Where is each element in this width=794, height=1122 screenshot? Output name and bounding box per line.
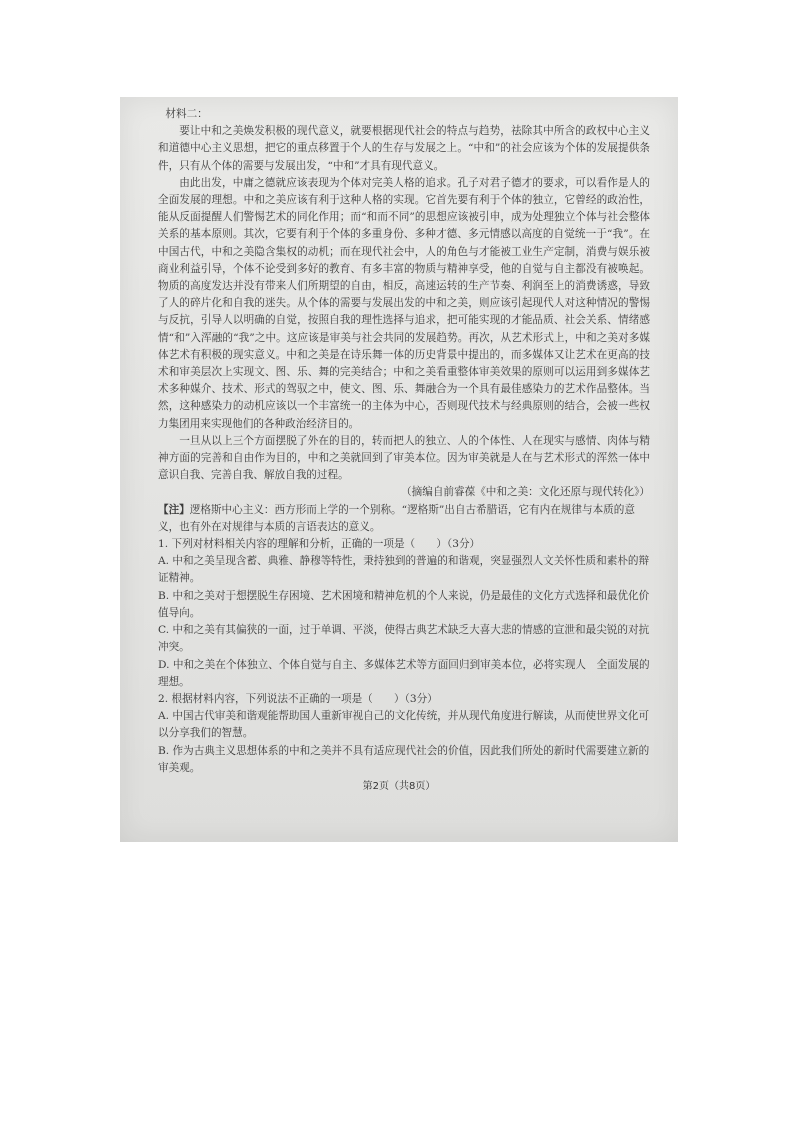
question-2-stem: 2. 根据材料内容，下列说法不正确的一项是（ ）（3分） <box>158 692 438 705</box>
question-1-option-d: D. 中和之美在个体独立、个体自觉与自主、多媒体艺术等方面回归到审美本位，必将实现人 全面发展的理想。 <box>158 658 650 688</box>
question-2-option-b: B. 作为古典主义思想体系的中和之美并不具有适应现代社会的价值，因此我们所处的新时代需要建立新的审美观。 <box>158 744 650 774</box>
source-citation: （摘编自前睿葆《中和之美：文化还原与现代转化》） <box>401 486 650 499</box>
question-1-option-c: C. 中和之美有其偏狭的一面，过于单调、平淡，使得古典艺术缺乏大喜大悲的情感的宣泄和最尖锐的对抗冲突。 <box>158 624 650 654</box>
material-heading: 材料二： <box>165 108 208 120</box>
note-label: 【注】 <box>158 503 190 516</box>
paragraph-1: 要让中和之美焕发积极的现代意义，就要根据现代社会的特点与趋势，祛除其中所含的政权中心主义和道德中心主义思想，把它的重点移置于个人的生存与发展之上。“中和”的社会应该为个体的发展提供条件，只有从个体的需要与发展出发，“中和”才具有现代意义。 <box>158 125 650 172</box>
page-number-footer: 第2页（共8页） <box>362 781 436 792</box>
question-1-stem: 1. 下列对材料相关内容的理解和分析，正确的一项是（ ）（3分） <box>158 538 481 551</box>
scanned-exam-page <box>120 97 678 842</box>
question-1-option-b: B. 中和之美对于想摆脱生存困境、艺术困境和精神危机的个人来说，仍是最佳的文化方式选择和最优化价值导向。 <box>158 589 650 619</box>
note-text: 逻格斯中心主义：西方形而上学的一个别称。“逻格斯”出自古希腊语，它有内在规律与本质的意义，也有外在对规律与本质的言语表达的意义。 <box>158 503 635 533</box>
page-content <box>158 106 650 777</box>
annotation-note <box>158 502 650 536</box>
paragraph-3: 一旦从以上三个方面摆脱了外在的目的，转而把人的独立、人的个体性、人在现实与感情、肉体与精神方面的完善和自由作为目的，中和之美就回到了审美本位。因为审美就是人在与艺术形式的浑然一体中意识自我、完善自我、解放自我的过程。 <box>158 434 650 482</box>
question-1-option-a: A. 中和之美呈现含蓄、典雅、静穆等特性，秉持独到的普遍的和谐观，突显强烈人文关怀性质和素朴的辩证精神。 <box>158 555 650 585</box>
paragraph-2: 由此出发，中庸之德就应该表现为个体对完美人格的追求。孔子对君子德才的要求，可以看作是人的全面发展的理想。中和之美应该有利于这种人格的实现。它首先要有利于个体的独立，它曾经的政治性，能从反面提醒人们警惕艺术的同化作用；而“和而不同”的思想应该被引申，成为处理独立个体与社会整体关系的基本原则。其次，它要有利于个体的多重身份、多种才德、多元情感以高度的自觉统一于“我”。在中国古代，中和之美隐含集权的动机；而在现代社会中，人的角色与才能被工业生产定制，消费与娱乐被商业利益引导，个体不论受到多好的教育、有多丰富的物质与精神享受，他的自觉与自主都没有被唤起。物质的高度发达并没有带来人们所期望的自由，相反，高速运转的生产节奏、利润至上的消费诱惑，导致了人的碎片化和自我的迷失。从个体的需要与发展出发的中和之美，则应该引起现代人对这种情况的警惕与反抗，引导人以明确的自觉，按照自我的理性选择与追求，把可能实现的才能品质、社会关系、情绪感情“和”入浑融的“我”之中。这应该是审美与社会共同的发展趋势。再次，从艺术形式上，中和之美对多媒体艺术有积极的现实意义。中和之美是在诗乐舞一体的历史背景中提出的，而多媒体又让艺术在更高的技术和审美层次上实现文、图、乐、舞的完美结合；中和之美看重整体审美效果的原则可以运用到多媒体艺术多种媒介、技术、形式的驾驭之中，使文、图、乐、舞融合为一个具有最佳感染力的艺术作品整体。当然，这种感染力的动机应该以一个丰富统一的主体为中心，否则现代技术与经典原则的结合，会被一些权力集团用来实现他们的各种政治经济目的。 <box>158 176 650 430</box>
question-2-option-a: A. 中国古代审美和谐观能帮助国人重新审视自己的文化传统，并从现代角度进行解读，从而使世界文化可以分享我们的智慧。 <box>158 710 650 740</box>
